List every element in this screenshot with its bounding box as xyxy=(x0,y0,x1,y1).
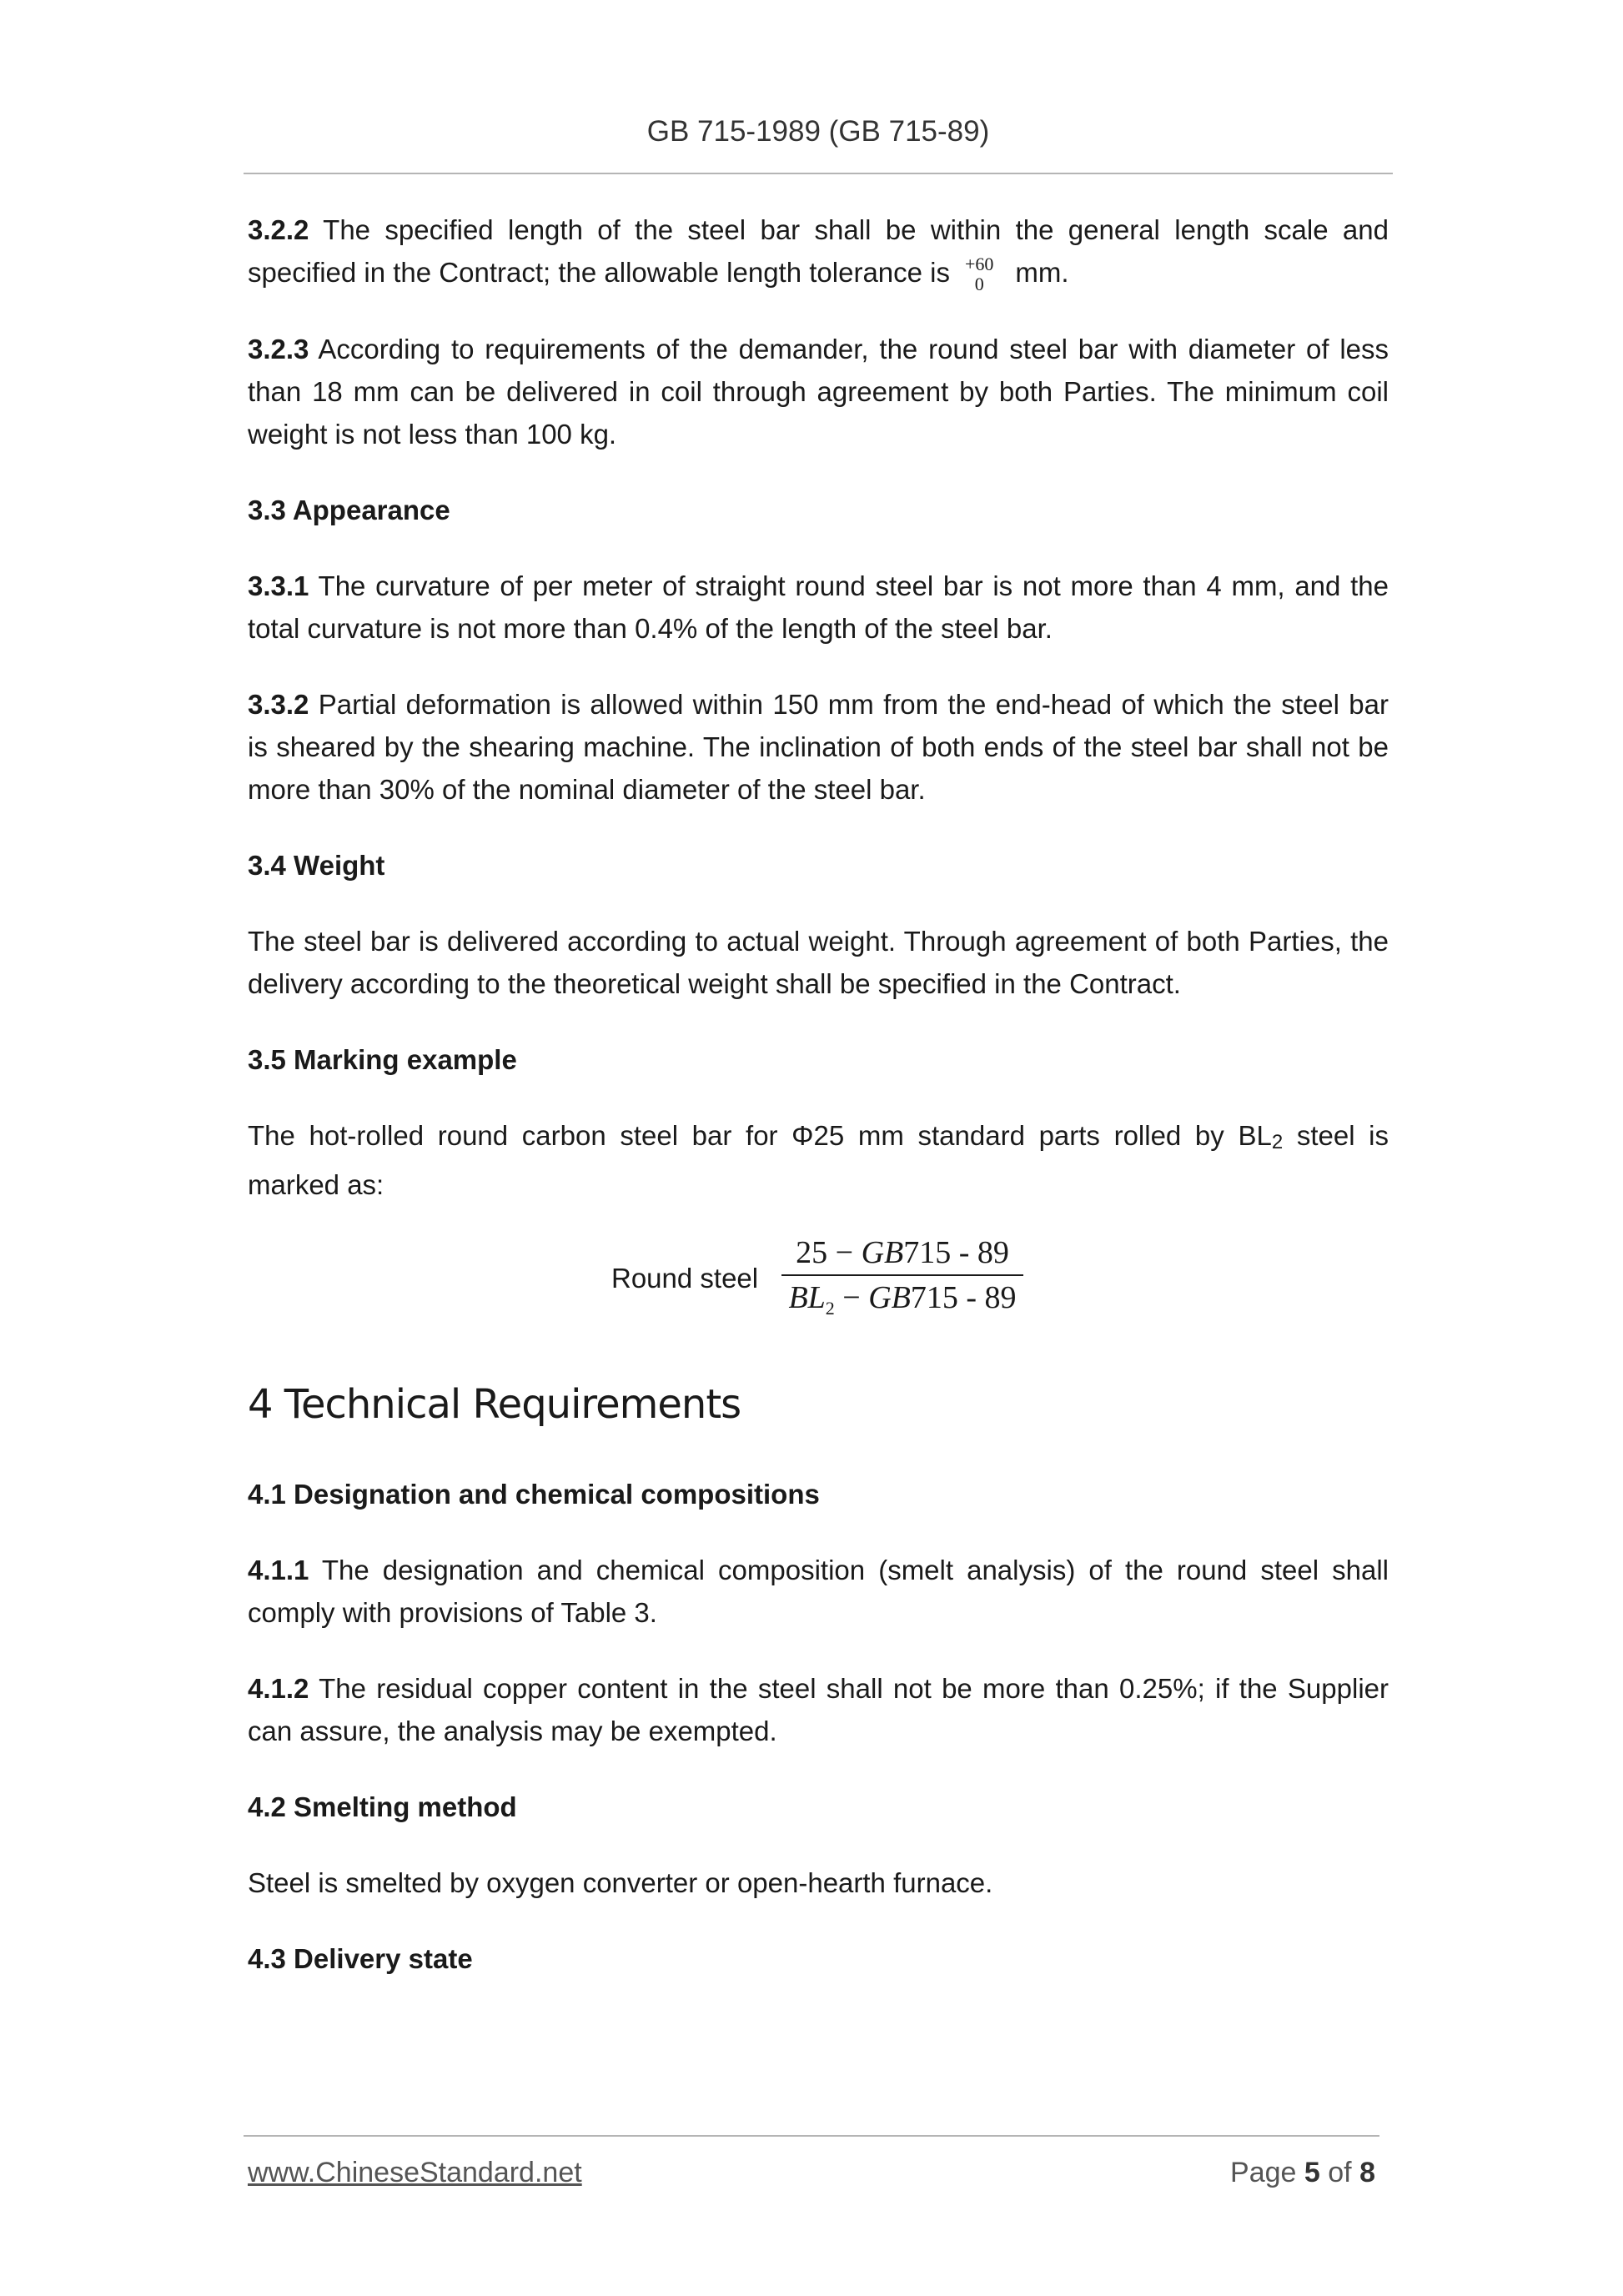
clause-4-1-2 xyxy=(248,1667,1389,1752)
clause-text: According to requirements of the demander, the round steel bar with diameter of less than 18 mm can be delivered in coil through agreement by both Parties. The minimum coil weight is not less than 100 kg. xyxy=(248,334,1389,450)
fraction-numerator xyxy=(781,1231,1023,1276)
clause-text: The designation and chemical composition (smelt analysis) of the round steel shall comply with provisions of Table 3. xyxy=(248,1555,1389,1629)
section-heading-appearance: 3.3 Appearance xyxy=(248,495,450,526)
denominator-part: GB xyxy=(868,1280,911,1316)
numerator-part: GB xyxy=(861,1235,904,1271)
page-total: 8 xyxy=(1359,2157,1375,2188)
tolerance-unit: mm. xyxy=(1015,257,1069,288)
smelting-paragraph: Steel is smelted by oxygen converter or open-hearth furnace. xyxy=(248,1867,993,1899)
page-header-title: GB 715-1989 (GB 715-89) xyxy=(646,115,990,148)
tolerance-upper: +60 xyxy=(965,254,994,275)
page-prefix: Page xyxy=(1230,2157,1304,2188)
document-body xyxy=(248,208,1389,2013)
header-divider xyxy=(244,173,1393,174)
length-tolerance xyxy=(965,254,993,294)
clause-3-3-1 xyxy=(248,565,1389,650)
clause-text: The residual copper content in the steel shall not be more than 0.25%; if the Supplier can assure, the analysis may be exempted. xyxy=(248,1673,1389,1747)
clause-3-3-2 xyxy=(248,683,1389,811)
marking-fraction xyxy=(781,1231,1023,1319)
fraction-denominator xyxy=(781,1276,1023,1319)
clause-3-2-2 xyxy=(248,208,1389,294)
weight-paragraph: The steel bar is delivered according to actual weight. Through agreement of both Parties, the delivery according to the theoretical weight shall be specified in the Contract. xyxy=(248,926,1389,1000)
clause-number: 3.2.3 xyxy=(248,334,309,365)
numerator-part: 715 - 89 xyxy=(903,1235,1009,1271)
section-heading-designation: 4.1 Designation and chemical compositions xyxy=(248,1479,820,1510)
page-mid: of xyxy=(1319,2157,1360,2188)
clause-number: 3.3.2 xyxy=(248,689,309,721)
page-current: 5 xyxy=(1304,2157,1320,2188)
clause-text: The curvature of per meter of straight round steel bar is not more than 4 mm, and the total curvature is not more than 0.4% of the length of the steel bar. xyxy=(248,570,1389,645)
section-heading-weight: 3.4 Weight xyxy=(248,850,385,882)
numerator-part: 25 − xyxy=(796,1235,862,1271)
clause-number: 3.2.2 xyxy=(248,214,309,245)
marking-text-a: The hot-rolled round carbon steel bar for Φ25 mm standard parts rolled by BL xyxy=(248,1120,1272,1152)
section-heading-smelting-method: 4.2 Smelting method xyxy=(248,1791,517,1823)
section-heading-marking-example: 3.5 Marking example xyxy=(248,1044,517,1076)
clause-number: 4.1.2 xyxy=(248,1673,309,1705)
website-link[interactable]: www.ChineseStandard.net xyxy=(248,2157,582,2188)
clause-number: 3.3.1 xyxy=(248,570,309,602)
marking-text-b: steel is marked as: xyxy=(248,1120,1389,1201)
marking-subscript: 2 xyxy=(1271,1131,1284,1154)
footer-divider xyxy=(244,2135,1379,2137)
page-number xyxy=(1230,2157,1375,2189)
marking-paragraph xyxy=(248,1114,1389,1206)
marking-formula xyxy=(248,1231,1389,1331)
clause-3-2-3 xyxy=(248,328,1389,455)
clause-text: Partial deformation is allowed within 150 mm from the end-head of which the steel bar is sheared by the shearing machine. The inclination of both ends of the steel bar shall not be more than 30% of the nominal diameter of the steel bar. xyxy=(248,689,1389,806)
chapter-heading-technical-requirements: 4 Technical Requirements xyxy=(248,1381,741,1429)
tolerance-lower: 0 xyxy=(974,274,984,295)
section-heading-delivery-state: 4.3 Delivery state xyxy=(248,1943,473,1975)
denominator-part: − xyxy=(834,1280,869,1316)
denominator-part: 715 - 89 xyxy=(910,1280,1017,1316)
clause-4-1-1 xyxy=(248,1549,1389,1634)
clause-number: 4.1.1 xyxy=(248,1555,309,1586)
marking-label: Round steel xyxy=(611,1263,759,1294)
denominator-subscript: 2 xyxy=(825,1298,835,1319)
denominator-part: BL xyxy=(788,1280,826,1316)
clause-text: The specified length of the steel bar shall be within the general length scale and specified in the Contract; the allowable length tolerance is xyxy=(248,214,1389,288)
